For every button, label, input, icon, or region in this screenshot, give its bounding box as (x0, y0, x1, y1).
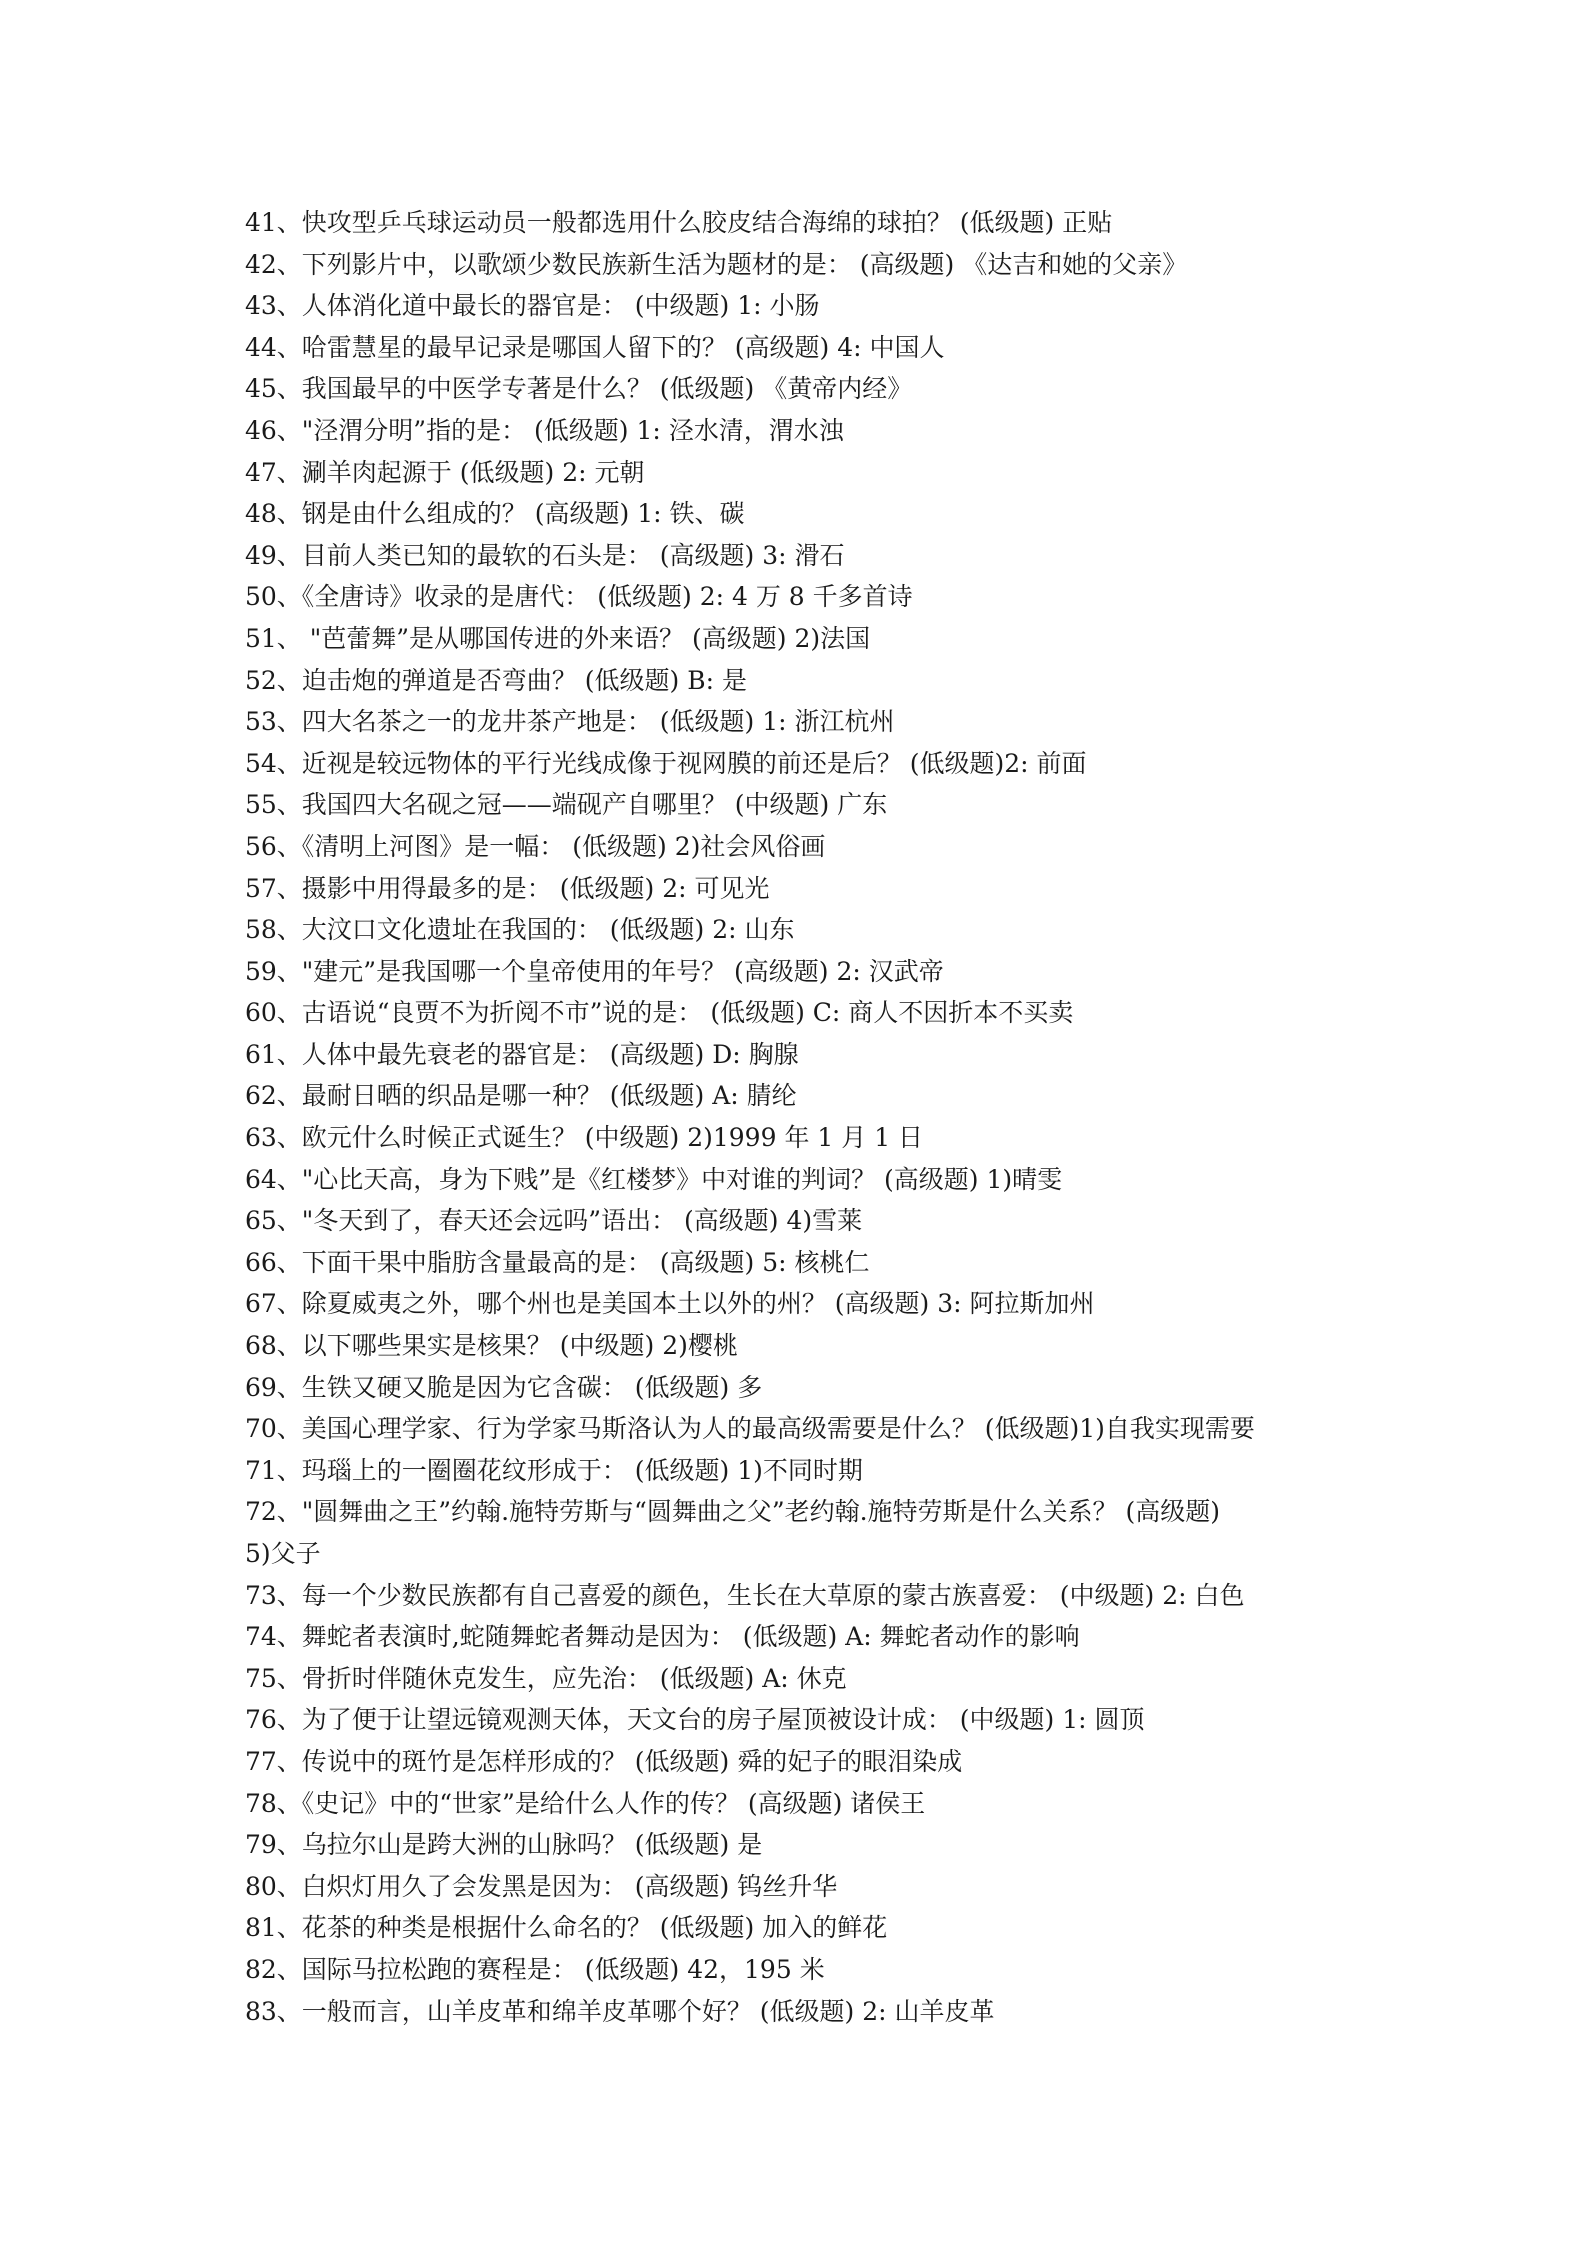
list-item: 53、四大名茶之一的龙井茶产地是： (低级题) 1: 浙江杭州 (245, 707, 895, 737)
list-item: 64、"心比天高，身为下贱”是《红楼梦》中对谁的判词？ (高级题) 1)晴雯 (245, 1164, 1063, 1194)
list-item: 77、传说中的斑竹是怎样形成的？ (低级题) 舜的妃子的眼泪染成 (245, 1746, 963, 1776)
list-item: 81、花茶的种类是根据什么命名的？ (低级题) 加入的鲜花 (245, 1913, 888, 1943)
list-item: 76、为了便于让望远镜观测天体，天文台的房子屋顶被设计成： (中级题) 1: 圆顶 (245, 1705, 1145, 1735)
list-item-continuation: 5)父子 (245, 1539, 321, 1568)
list-item: 66、下面干果中脂肪含量最高的是： (高级题) 5: 核桃仁 (245, 1247, 870, 1277)
list-item: 61、人体中最先衰老的器官是： (高级题) D: 胸腺 (245, 1039, 799, 1069)
list-item: 68、以下哪些果实是核果？ (中级题) 2)樱桃 (245, 1331, 738, 1361)
list-item: 60、古语说“良贾不为折阅不市”说的是： (低级题) C: 商人不因折本不买卖 (245, 998, 1074, 1028)
list-item: 67、除夏威夷之外，哪个州也是美国本土以外的州？ (高级题) 3: 阿拉斯加州 (245, 1289, 1095, 1319)
list-item: 43、人体消化道中最长的器官是： (中级题) 1: 小肠 (245, 291, 820, 321)
list-item: 51、 "芭蕾舞”是从哪国传进的外来语？ (高级题) 2)法国 (245, 623, 871, 653)
list-item: 74、舞蛇者表演时,蛇随舞蛇者舞动是因为： (低级题) A: 舞蛇者动作的影响 (245, 1622, 1080, 1652)
list-item: 58、大汶口文化遗址在我国的： (低级题) 2: 山东 (245, 915, 795, 945)
list-item: 65、"冬天到了，春天还会远吗”语出： (高级题) 4)雪莱 (245, 1206, 863, 1236)
list-item: 75、骨折时伴随休克发生，应先治： (低级题) A: 休克 (245, 1663, 847, 1693)
list-item: 49、目前人类已知的最软的石头是： (高级题) 3: 滑石 (245, 540, 845, 570)
list-item: 70、美国心理学家、行为学家马斯洛认为人的最高级需要是什么？ (低级题)1)自我实现需要 (245, 1414, 1255, 1444)
question-list (245, 202, 1355, 2032)
list-item: 41、快攻型乒乓球运动员一般都选用什么胶皮结合海绵的球拍？ (低级题) 正贴 (245, 208, 1113, 237)
list-item: 62、最耐日晒的织品是哪一种？ (低级题) A: 腈纶 (245, 1081, 797, 1111)
list-item: 78、《史记》中的“世家”是给什么人作的传？ (高级题) 诸侯王 (245, 1788, 926, 1818)
list-item: 44、哈雷慧星的最早记录是哪国人留下的？ (高级题) 4: 中国人 (245, 332, 945, 362)
list-item: 63、欧元什么时候正式诞生？ (中级题) 2)1999 年 1 月 1 日 (245, 1123, 924, 1153)
list-item: 57、摄影中用得最多的是： (低级题) 2: 可见光 (245, 873, 770, 903)
list-item: 45、我国最早的中医学专著是什么？ (低级题) 《黄帝内经》 (245, 374, 913, 404)
list-item: 69、生铁又硬又脆是因为它含碳： (低级题) 多 (245, 1372, 763, 1402)
list-item: 79、乌拉尔山是跨大洲的山脉吗？ (低级题) 是 (245, 1830, 763, 1860)
list-item: 59、"建元”是我国哪一个皇帝使用的年号？ (高级题) 2: 汉武帝 (245, 956, 944, 986)
list-item: 46、"泾渭分明”指的是： (低级题) 1: 泾水清，渭水浊 (245, 415, 844, 445)
list-item: 73、每一个少数民族都有自己喜爱的颜色，生长在大草原的蒙古族喜爱： (中级题) 2: 白色 (245, 1580, 1245, 1610)
list-item: 80、白炽灯用久了会发黑是因为： (高级题) 钨丝升华 (245, 1871, 838, 1901)
list-item: 55、我国四大名砚之冠——端砚产自哪里？ (中级题) 广东 (245, 790, 888, 820)
list-item: 47、涮羊肉起源于 (低级题) 2: 元朝 (245, 457, 645, 487)
list-item: 56、《清明上河图》是一幅： (低级题) 2)社会风俗画 (245, 831, 826, 861)
list-item: 52、迫击炮的弹道是否弯曲？ (低级题) B: 是 (245, 665, 747, 695)
list-item: 42、下列影片中，以歌颂少数民族新生活为题材的是： (高级题) 《达吉和她的父亲》 (245, 249, 1188, 279)
list-item: 54、近视是较远物体的平行光线成像于视网膜的前还是后？ (低级题)2: 前面 (245, 748, 1087, 778)
list-item: 83、一般而言，山羊皮革和绵羊皮革哪个好？ (低级题) 2: 山羊皮革 (245, 1996, 995, 2026)
list-item: 50、《全唐诗》收录的是唐代： (低级题) 2: 4 万 8 千多首诗 (245, 582, 913, 612)
list-item: 82、国际马拉松跑的赛程是： (低级题) 42，195 米 (245, 1954, 825, 1984)
list-item: 71、玛瑙上的一圈圈花纹形成于： (低级题) 1)不同时期 (245, 1455, 863, 1485)
list-item: 72、"圆舞曲之王”约翰.施特劳斯与“圆舞曲之父”老约翰.施特劳斯是什么关系？ (高级题) (245, 1497, 1221, 1527)
list-item: 48、钢是由什么组成的？ (高级题) 1: 铁、碳 (245, 499, 745, 529)
